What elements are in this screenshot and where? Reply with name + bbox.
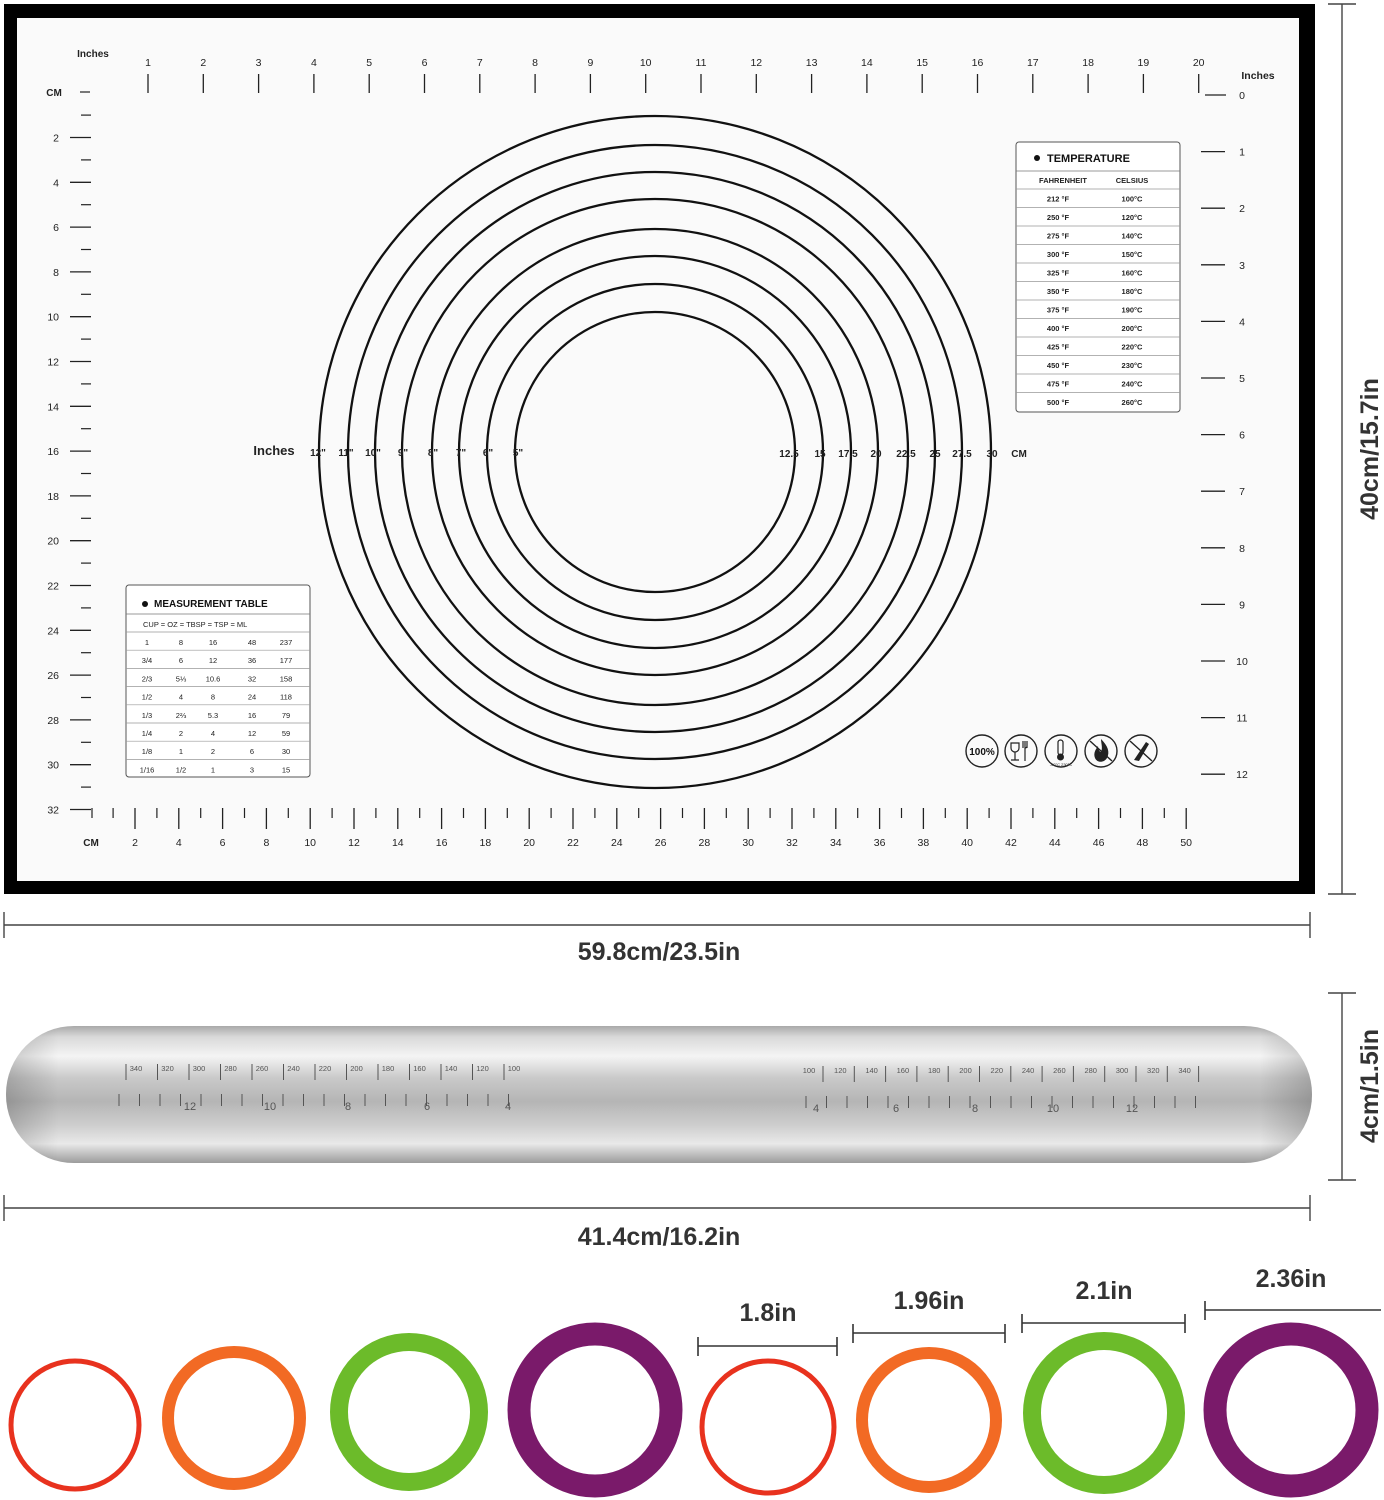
measurement-cell: 2/3: [141, 674, 153, 684]
right-inch-tick-label: 3: [1239, 259, 1245, 272]
pin-height-label: 4cm/1.5in: [1356, 1029, 1384, 1143]
measurement-cell: 1/2: [175, 765, 187, 775]
ring-purple: [519, 1334, 671, 1486]
measurement-cell: 10.6: [205, 674, 221, 684]
pin-ml-label: 320: [161, 1064, 174, 1073]
circle-cm-label: 17.5: [838, 449, 858, 460]
measurement-cell: 12: [247, 729, 257, 738]
bullet-icon: [1034, 155, 1040, 161]
bottom-cm-label: CM: [83, 838, 99, 849]
right-inch-tick-label: 12: [1236, 769, 1248, 782]
right-inch-tick-label: 9: [1239, 599, 1245, 612]
circles-cm-label: CM: [1011, 449, 1027, 460]
measurement-cell: 118: [280, 692, 292, 702]
circle-inch-label: 11": [338, 448, 354, 459]
measurement-header: CUP = OZ = TBSP = TSP = ML: [143, 620, 248, 629]
temperature-celsius: 260°C: [1121, 398, 1143, 407]
pin-ml-label: 280: [1084, 1066, 1097, 1075]
right-inch-tick-label: 10: [1236, 656, 1248, 668]
bottom-cm-tick-label: 12: [348, 837, 360, 849]
measurement-cell: 2: [178, 729, 184, 738]
temperature-fahrenheit: 350 °F: [1046, 287, 1070, 296]
bottom-cm-tick-label: 34: [829, 837, 842, 849]
temperature-title: TEMPERATURE: [1047, 153, 1130, 165]
temperature-celsius: 150°C: [1121, 250, 1143, 259]
pin-ml-label: 100: [802, 1066, 816, 1075]
top-inch-tick-label: 12: [750, 57, 763, 69]
measurement-cell: 1/2: [141, 692, 153, 702]
left-cm-tick-label: 2: [53, 132, 59, 145]
pin-ml-label: 340: [1178, 1066, 1191, 1075]
top-inch-tick-label: 14: [861, 57, 873, 69]
temperature-fahrenheit: 275 °F: [1046, 231, 1070, 241]
right-inch-tick-label: 1: [1239, 146, 1245, 159]
temperature-celsius: 190°C: [1121, 305, 1143, 315]
measurement-cell: 1: [178, 747, 184, 757]
ring-red-measured: [702, 1361, 834, 1493]
circle-inch-label: 7": [455, 448, 467, 459]
ring-size-label-2: 1.96in: [893, 1287, 965, 1315]
bottom-cm-tick-label: 46: [1092, 837, 1105, 849]
left-cm-tick-label: 4: [53, 177, 59, 190]
thickness-rings: [11, 1265, 1381, 1493]
pin-ml-label: 180: [381, 1064, 395, 1073]
right-inch-tick-label: 7: [1239, 486, 1245, 499]
top-inch-tick-label: 18: [1082, 57, 1094, 69]
left-cm-tick-label: 32: [47, 804, 59, 817]
pin-ml-label: 260: [1053, 1066, 1066, 1075]
pin-width-label: 41.4cm/16.2in: [577, 1223, 741, 1251]
pin-ml-label: 240: [1021, 1066, 1035, 1075]
pin-ml-label: 200: [959, 1066, 972, 1075]
temperature-fahrenheit: 212 °F: [1046, 194, 1070, 204]
pin-inch-label: 4: [504, 1101, 512, 1113]
bottom-cm-tick-label: 24: [610, 837, 623, 849]
temperature-fahrenheit: 400 °F: [1046, 324, 1070, 333]
top-inch-tick-label: 15: [916, 57, 929, 69]
left-cm-tick-label: 30: [47, 759, 59, 772]
measurement-cell: 3/4: [141, 656, 153, 666]
bottom-cm-tick-label: 36: [873, 837, 886, 849]
circle-cm-label: 15: [814, 449, 826, 460]
left-cm-tick-label: 20: [47, 535, 59, 548]
pin-ml-label: 140: [444, 1064, 458, 1073]
temperature-celsius: 160°C: [1121, 268, 1143, 278]
measurement-cell: 3: [249, 765, 255, 775]
ring-green: [339, 1342, 479, 1482]
ring-red: [11, 1361, 139, 1489]
bottom-cm-tick-label: 32: [786, 837, 798, 849]
pin-ml-label: 120: [834, 1066, 847, 1075]
pin-inch-label: 6: [423, 1101, 431, 1113]
pin-ml-label: 160: [896, 1066, 910, 1075]
measurement-cell: 79: [281, 710, 291, 720]
right-inches-label: Inches: [1241, 70, 1275, 82]
ring-size-label-4: 2.36in: [1255, 1265, 1327, 1293]
bottom-cm-tick-label: 8: [263, 837, 270, 849]
ring-orange: [168, 1352, 300, 1484]
temperature-celsius: 230°C: [1121, 361, 1143, 370]
pin-ml-label: 340: [129, 1064, 143, 1073]
right-inch-tick-label: 5: [1239, 373, 1245, 385]
measurement-cell: 1/4: [141, 729, 153, 738]
pin-ml-label: 240: [287, 1064, 300, 1073]
percent-badge-text: 100%: [969, 747, 995, 758]
measurement-cell: 2: [210, 747, 216, 757]
bottom-cm-tick-label: 16: [435, 837, 448, 849]
top-inch-tick-label: 11: [695, 57, 707, 69]
measurement-cell: 1/3: [141, 710, 153, 720]
rolling-pin: [6, 1026, 1312, 1163]
temperature-range-text: -40°C 230°C: [1049, 762, 1073, 767]
top-inch-tick-label: 9: [587, 57, 594, 69]
top-inch-tick-label: 10: [639, 57, 652, 69]
measurement-cell: 16: [247, 710, 257, 720]
ring-dimension-2: [853, 1287, 1005, 1343]
left-cm-tick-label: 26: [47, 670, 59, 683]
bottom-cm-tick-label: 2: [132, 837, 138, 849]
pin-inch-label: 12: [1125, 1103, 1139, 1115]
temperature-fahrenheit: 475 °F: [1046, 379, 1070, 389]
pin-ml-label: 320: [1147, 1066, 1160, 1075]
measurement-cell: 4: [210, 729, 216, 738]
top-inch-tick-label: 1: [145, 57, 151, 69]
circle-cm-label: 25: [929, 449, 941, 460]
pin-inch-label: 4: [812, 1103, 820, 1115]
measurement-cell: 59: [281, 729, 291, 738]
pin-inch-label: 8: [344, 1101, 352, 1113]
temperature-fahrenheit: 325 °F: [1046, 268, 1070, 278]
pin-inch-label: 10: [1046, 1103, 1060, 1115]
left-cm-tick-label: 14: [47, 401, 59, 414]
top-inch-tick-label: 7: [476, 57, 483, 69]
circle-inch-label: 12": [310, 448, 326, 459]
circles-inches-label: Inches: [253, 443, 295, 458]
circle-cm-label: 30: [986, 449, 998, 460]
top-inch-tick-label: 16: [971, 57, 984, 69]
measurement-cell: 1: [210, 765, 216, 775]
measurement-cell: 48: [247, 638, 257, 647]
temperature-celsius: 200°C: [1121, 324, 1143, 333]
bottom-cm-tick-label: 4: [175, 837, 182, 849]
top-inch-tick-label: 4: [310, 57, 317, 69]
measurement-cell: 8: [178, 638, 184, 647]
circle-inch-label: 5": [512, 448, 524, 459]
temperature-fahrenheit: 250 °F: [1046, 213, 1070, 222]
bottom-cm-tick-label: 30: [742, 837, 755, 849]
pin-ml-label: 120: [476, 1064, 489, 1073]
pin-inch-label: 12: [183, 1101, 197, 1113]
ring-dimension-1: [698, 1299, 837, 1356]
measurement-cell: 158: [279, 674, 293, 684]
top-inches-label: Inches: [77, 49, 109, 60]
bottom-cm-tick-label: 10: [304, 837, 317, 849]
top-inch-tick-label: 3: [255, 57, 262, 69]
measurement-cell: 2⅔: [175, 710, 187, 720]
bottom-cm-tick-label: 28: [698, 837, 711, 849]
temperature-celsius: 180°C: [1121, 287, 1143, 296]
bottom-cm-tick-label: 26: [654, 837, 667, 849]
temperature-header-f: FAHRENHEIT: [1039, 176, 1087, 185]
ring-dimension-3: [1022, 1277, 1185, 1333]
circle-inch-label: 9": [397, 448, 409, 459]
temperature-celsius: 140°C: [1121, 231, 1143, 241]
left-cm-tick-label: 16: [47, 446, 59, 459]
right-inch-tick-label: 2: [1239, 203, 1245, 216]
circle-cm-label: 22.5: [896, 449, 916, 460]
temperature-table: [1016, 142, 1180, 412]
left-cm-tick-label: 8: [53, 266, 59, 279]
measurement-table: [126, 585, 310, 777]
measurement-cell: 4: [178, 692, 184, 702]
circle-cm-label: 27.5: [952, 449, 972, 460]
top-inch-tick-label: 2: [200, 57, 207, 69]
left-cm-tick-label: 10: [47, 311, 59, 324]
pin-inch-label: 10: [263, 1101, 277, 1113]
bottom-cm-tick-label: 22: [567, 837, 579, 849]
measurement-cell: 5⅓: [175, 674, 187, 684]
bottom-cm-tick-label: 48: [1136, 837, 1149, 849]
bottom-cm-tick-label: 50: [1180, 837, 1193, 849]
ring-orange-measured: [862, 1353, 996, 1487]
ring-size-label-1: 1.8in: [739, 1299, 797, 1327]
left-cm-tick-label: 18: [47, 490, 59, 503]
pin-ml-label: 260: [255, 1064, 269, 1073]
left-cm-label: CM: [46, 88, 62, 99]
bottom-cm-tick-label: 20: [523, 837, 536, 849]
pin-ml-label: 100: [507, 1064, 521, 1073]
bottom-cm-tick-label: 18: [479, 837, 492, 849]
top-inch-tick-label: 17: [1026, 57, 1039, 69]
measurement-cell: 16: [208, 638, 218, 647]
pin-ml-label: 280: [224, 1064, 237, 1073]
pin-inch-label: 6: [892, 1103, 900, 1115]
circle-inch-label: 6": [482, 448, 494, 459]
pin-ml-label: 220: [990, 1066, 1004, 1075]
pin-ml-label: 300: [192, 1064, 206, 1073]
ring-size-label-3: 2.1in: [1075, 1277, 1133, 1305]
measurement-title: MEASUREMENT TABLE: [154, 599, 268, 610]
baking-mat: [4, 4, 1315, 894]
bottom-cm-tick-label: 6: [219, 837, 226, 849]
ring-purple-measured: [1215, 1334, 1367, 1486]
top-inch-tick-label: 8: [532, 57, 539, 69]
right-inch-tick-label: 8: [1239, 542, 1245, 555]
bullet-icon: [142, 601, 148, 607]
left-cm-tick-label: 22: [47, 580, 59, 593]
temperature-header-c: CELSIUS: [1115, 176, 1149, 185]
bottom-cm-tick-label: 42: [1005, 837, 1017, 849]
measurement-cell: 177: [279, 656, 293, 666]
top-inch-tick-label: 5: [366, 57, 373, 69]
right-inch-tick-label: 0: [1239, 90, 1245, 102]
mat-height-dimension: [1328, 4, 1384, 894]
temperature-fahrenheit: 375 °F: [1046, 305, 1070, 315]
top-inch-tick-label: 6: [421, 57, 428, 69]
bottom-cm-tick-label: 14: [391, 837, 404, 849]
top-inch-tick-label: 20: [1192, 57, 1205, 69]
pin-ml-label: 200: [350, 1064, 363, 1073]
pin-ml-label: 300: [1115, 1066, 1129, 1075]
temperature-celsius: 220°C: [1121, 342, 1143, 352]
pin-ml-label: 180: [927, 1066, 941, 1075]
pin-inch-label: 8: [971, 1103, 979, 1115]
pin-ml-label: 220: [318, 1064, 332, 1073]
measurement-cell: 15: [281, 765, 291, 775]
left-cm-tick-label: 28: [47, 714, 59, 727]
measurement-cell: 6: [249, 747, 255, 757]
measurement-cell: 36: [247, 656, 257, 666]
temperature-fahrenheit: 500 °F: [1046, 398, 1070, 407]
pin-ml-label: 140: [865, 1066, 878, 1075]
left-cm-tick-label: 6: [53, 222, 59, 235]
top-inch-tick-label: 19: [1137, 57, 1150, 69]
bottom-cm-tick-label: 44: [1048, 837, 1061, 849]
pin-width-dimension: [4, 1195, 1310, 1251]
left-cm-tick-label: 24: [47, 625, 59, 638]
circle-cm-label: 20: [870, 449, 882, 460]
circle-inch-label: 10": [365, 448, 381, 459]
mat-width-label: 59.8cm/23.5in: [577, 938, 741, 966]
measurement-cell: 30: [281, 747, 291, 757]
right-inch-tick-label: 11: [1236, 712, 1248, 725]
ring-green-measured: [1032, 1341, 1176, 1485]
left-cm-tick-label: 12: [47, 356, 59, 369]
temperature-fahrenheit: 450 °F: [1046, 361, 1070, 370]
right-inch-tick-label: 6: [1239, 429, 1245, 442]
measurement-cell: 1: [144, 638, 150, 647]
measurement-cell: 5.3: [207, 710, 219, 720]
measurement-cell: 24: [247, 692, 257, 702]
mat-height-label: 40cm/15.7in: [1356, 378, 1384, 520]
measurement-cell: 12: [208, 656, 218, 666]
measurement-cell: 8: [210, 692, 216, 702]
bottom-cm-tick-label: 38: [917, 837, 930, 849]
circle-cm-label: 12.5: [779, 449, 799, 460]
bottom-cm-tick-label: 40: [961, 837, 974, 849]
circle-inch-label: 8": [427, 448, 439, 459]
pin-ml-label: 160: [413, 1064, 426, 1073]
right-inch-tick-label: 4: [1239, 316, 1245, 329]
measurement-cell: 6: [178, 656, 184, 666]
temperature-celsius: 100°C: [1121, 194, 1143, 204]
measurement-cell: 1/8: [141, 747, 153, 757]
mat-width-dimension: [4, 912, 1310, 966]
temperature-celsius: 120°C: [1121, 213, 1143, 222]
temperature-celsius: 240°C: [1121, 379, 1143, 389]
temperature-fahrenheit: 300 °F: [1046, 250, 1070, 259]
measurement-cell: 237: [279, 638, 293, 647]
ring-dimension-4: [1205, 1265, 1381, 1320]
temperature-fahrenheit: 425 °F: [1046, 342, 1070, 352]
top-inch-tick-label: 13: [805, 57, 818, 69]
pin-height-dimension: [1328, 993, 1384, 1180]
measurement-cell: 32: [247, 674, 257, 684]
measurement-cell: 1/16: [139, 765, 155, 775]
